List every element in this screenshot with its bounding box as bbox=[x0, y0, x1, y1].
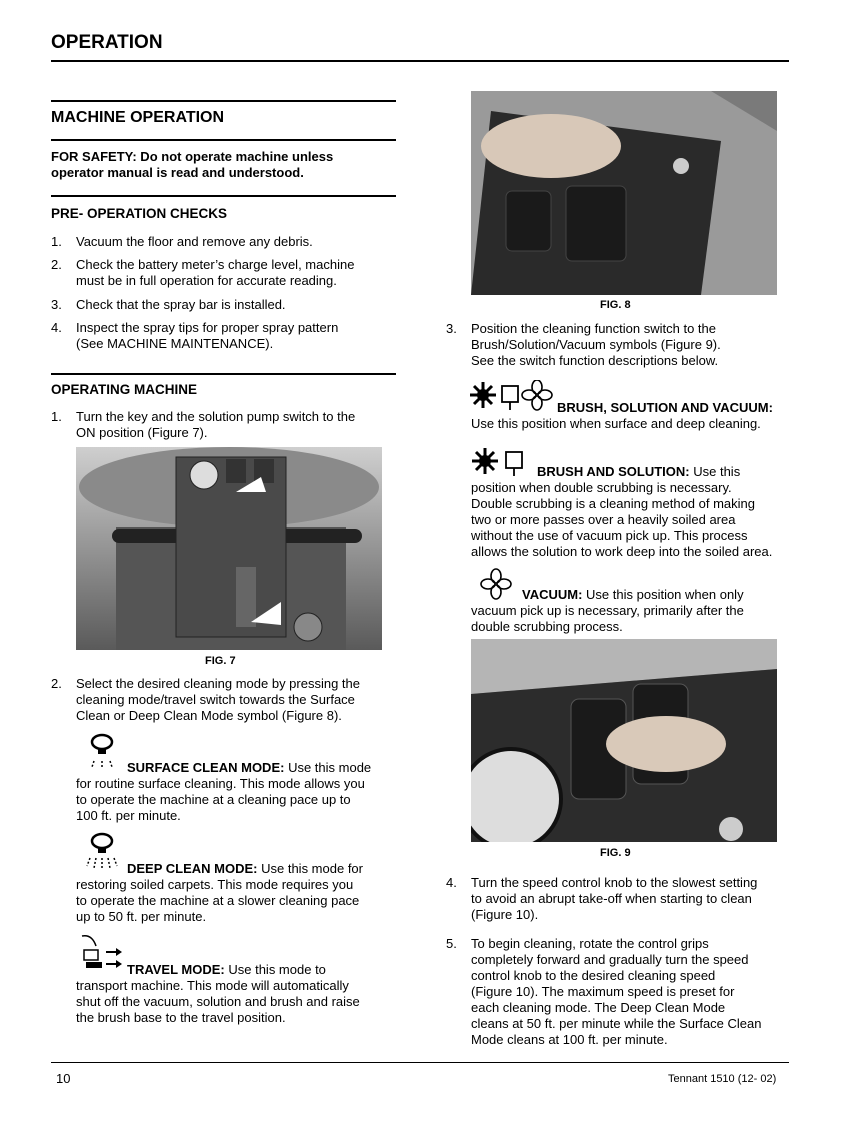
op-step-1-num: 1. bbox=[51, 409, 62, 424]
step-4-text-2: to avoid an abrupt take-off when starting to clean bbox=[471, 891, 752, 906]
travel-mode-line-4: the brush base to the travel position. bbox=[76, 1010, 286, 1025]
surface-clean-title: SURFACE CLEAN MODE: bbox=[127, 760, 285, 775]
op-step-1-text: Turn the key and the solution pump switch to the bbox=[76, 409, 356, 424]
surface-clean-icon bbox=[82, 733, 122, 773]
deep-clean-line-1 bbox=[127, 861, 363, 877]
brush-icon bbox=[470, 382, 496, 408]
deep-clean-title: DEEP CLEAN MODE: bbox=[127, 861, 258, 876]
bs-line-2: position when double scrubbing is necessary. bbox=[471, 480, 732, 495]
op-step-2-text: Select the desired cleaning mode by pressing the bbox=[76, 676, 361, 691]
vacuum-fan-icon bbox=[522, 380, 552, 410]
bs-title: BRUSH AND SOLUTION: bbox=[537, 464, 690, 479]
bs-line-6: allows the solution to work deep into the soiled area. bbox=[471, 544, 773, 559]
surface-clean-text: Use this mode bbox=[284, 760, 372, 775]
section-rule-bottom bbox=[51, 139, 396, 141]
pre-item-4-text-2: (See MACHINE MAINTENANCE). bbox=[76, 336, 274, 351]
op-step-1-text-2: ON position (Figure 7). bbox=[76, 425, 208, 440]
pre-item-2-num: 2. bbox=[51, 257, 62, 272]
surface-clean-line-2: for routine surface cleaning. This mode allows you bbox=[76, 776, 365, 791]
operating-rule bbox=[51, 373, 396, 375]
travel-mode-text: Use this mode to bbox=[224, 962, 326, 977]
step-5-text-4: (Figure 10). The maximum speed is preset for bbox=[471, 984, 735, 999]
surface-clean-line-1 bbox=[127, 760, 371, 776]
bs-line-5: without the use of vacuum pick up. This process bbox=[471, 528, 748, 543]
step-4-text: Turn the speed control knob to the slowest setting bbox=[471, 875, 758, 890]
step-3-text: Position the cleaning function switch to the bbox=[471, 321, 716, 336]
travel-mode-line-1 bbox=[127, 962, 326, 978]
vacuum-text: Use this position when only bbox=[582, 587, 744, 602]
figure-7-caption: FIG. 7 bbox=[205, 655, 236, 667]
section-rule-top bbox=[51, 100, 396, 102]
travel-mode-line-2: transport machine. This mode will automatically bbox=[76, 978, 349, 993]
pre-item-1-text: Vacuum the floor and remove any debris. bbox=[76, 234, 313, 249]
pre-rule bbox=[51, 195, 396, 197]
surface-clean-line-4: 100 ft. per minute. bbox=[76, 808, 181, 823]
deep-clean-line-2: restoring soiled carpets. This mode requires you bbox=[76, 877, 354, 892]
step-5-text-2: completely forward and gradually turn the speed bbox=[471, 952, 749, 967]
page-number: 10 bbox=[56, 1071, 71, 1086]
step-3-text-3: See the switch function descriptions below. bbox=[471, 353, 719, 368]
figure-7-photo bbox=[76, 447, 382, 650]
deep-clean-text: Use this mode for bbox=[257, 861, 363, 876]
op-step-2-text-2: cleaning mode/travel switch towards the Surface bbox=[76, 692, 355, 707]
footer-rule bbox=[51, 1062, 789, 1063]
step-5-text: To begin cleaning, rotate the control grips bbox=[471, 936, 709, 951]
surface-clean-line-3: to operate the machine at a cleaning pace up to bbox=[76, 792, 351, 807]
operating-title: OPERATING MACHINE bbox=[51, 382, 198, 397]
pre-item-2-text: Check the battery meter’s charge level, machine bbox=[76, 257, 355, 272]
bsv-title: BRUSH, SOLUTION AND VACUUM: bbox=[557, 400, 773, 415]
bs-text: Use this bbox=[689, 464, 741, 479]
safety-line-1: FOR SAFETY: Do not operate machine unless bbox=[51, 149, 334, 164]
page-header-title: OPERATION bbox=[51, 32, 163, 53]
vacuum-line-2: vacuum pick up is necessary, primarily after the bbox=[471, 603, 744, 618]
step-5-text-7: Mode cleans at 100 ft. per minute. bbox=[471, 1032, 668, 1047]
bs-line-1 bbox=[537, 464, 740, 480]
solution-tank-icon bbox=[506, 452, 522, 476]
figure-8-caption: FIG. 8 bbox=[600, 299, 631, 311]
vacuum-fan-icon bbox=[480, 568, 512, 600]
step-4-text-3: (Figure 10). bbox=[471, 907, 539, 922]
brush-solution-icons bbox=[472, 446, 528, 478]
pre-item-3-text: Check that the spray bar is installed. bbox=[76, 297, 286, 312]
bs-line-3: Double scrubbing is a cleaning method of making bbox=[471, 496, 756, 511]
op-step-2-num: 2. bbox=[51, 676, 62, 691]
brush-icon bbox=[472, 448, 498, 474]
pre-item-2-text-2: must be in full operation for accurate reading. bbox=[76, 273, 337, 288]
section-title: MACHINE OPERATION bbox=[51, 109, 225, 126]
safety-line-2: operator manual is read and understood. bbox=[51, 165, 304, 180]
pre-item-4-text: Inspect the spray tips for proper spray pattern bbox=[76, 320, 339, 335]
deep-clean-line-3: to operate the machine at a slower cleaning pace bbox=[76, 893, 360, 908]
deep-clean-icon bbox=[82, 832, 122, 872]
step-5-num: 5. bbox=[446, 936, 457, 951]
pre-item-3-num: 3. bbox=[51, 297, 62, 312]
header-rule bbox=[51, 60, 789, 62]
travel-mode-line-3: shut off the vacuum, solution and brush and raise bbox=[76, 994, 360, 1009]
op-step-2-text-3: Clean or Deep Clean Mode symbol (Figure 8). bbox=[76, 708, 342, 723]
vacuum-title: VACUUM: bbox=[522, 587, 583, 602]
pre-operation-title: PRE- OPERATION CHECKS bbox=[51, 206, 228, 221]
brush-solution-vacuum-icons bbox=[470, 380, 554, 412]
document-id: Tennant 1510 (12- 02) bbox=[668, 1073, 777, 1085]
step-5-text-6: cleans at 50 ft. per minute while the Surface Clean bbox=[471, 1016, 762, 1031]
deep-clean-line-4: up to 50 ft. per minute. bbox=[76, 909, 207, 924]
vacuum-line-1 bbox=[522, 587, 744, 603]
solution-tank-icon bbox=[502, 386, 518, 410]
step-5-text-5: each cleaning mode. The Deep Clean Mode bbox=[471, 1000, 726, 1015]
bs-line-4: two or more passes over a heavily soiled area bbox=[471, 512, 736, 527]
step-3-num: 3. bbox=[446, 321, 457, 336]
vacuum-line-3: double scrubbing process. bbox=[471, 619, 623, 634]
step-5-text-3: control knob to the desired cleaning speed bbox=[471, 968, 716, 983]
bsv-text: Use this position when surface and deep cleaning. bbox=[471, 416, 761, 431]
figure-8-photo bbox=[471, 91, 777, 295]
pre-item-1-num: 1. bbox=[51, 234, 62, 249]
step-3-text-2: Brush/Solution/Vacuum symbols (Figure 9). bbox=[471, 337, 721, 352]
step-4-num: 4. bbox=[446, 875, 457, 890]
pre-item-4-num: 4. bbox=[51, 320, 62, 335]
travel-mode-title: TRAVEL MODE: bbox=[127, 962, 225, 977]
figure-9-photo bbox=[471, 639, 777, 842]
travel-mode-icon bbox=[78, 932, 124, 972]
figure-9-caption: FIG. 9 bbox=[600, 847, 631, 859]
